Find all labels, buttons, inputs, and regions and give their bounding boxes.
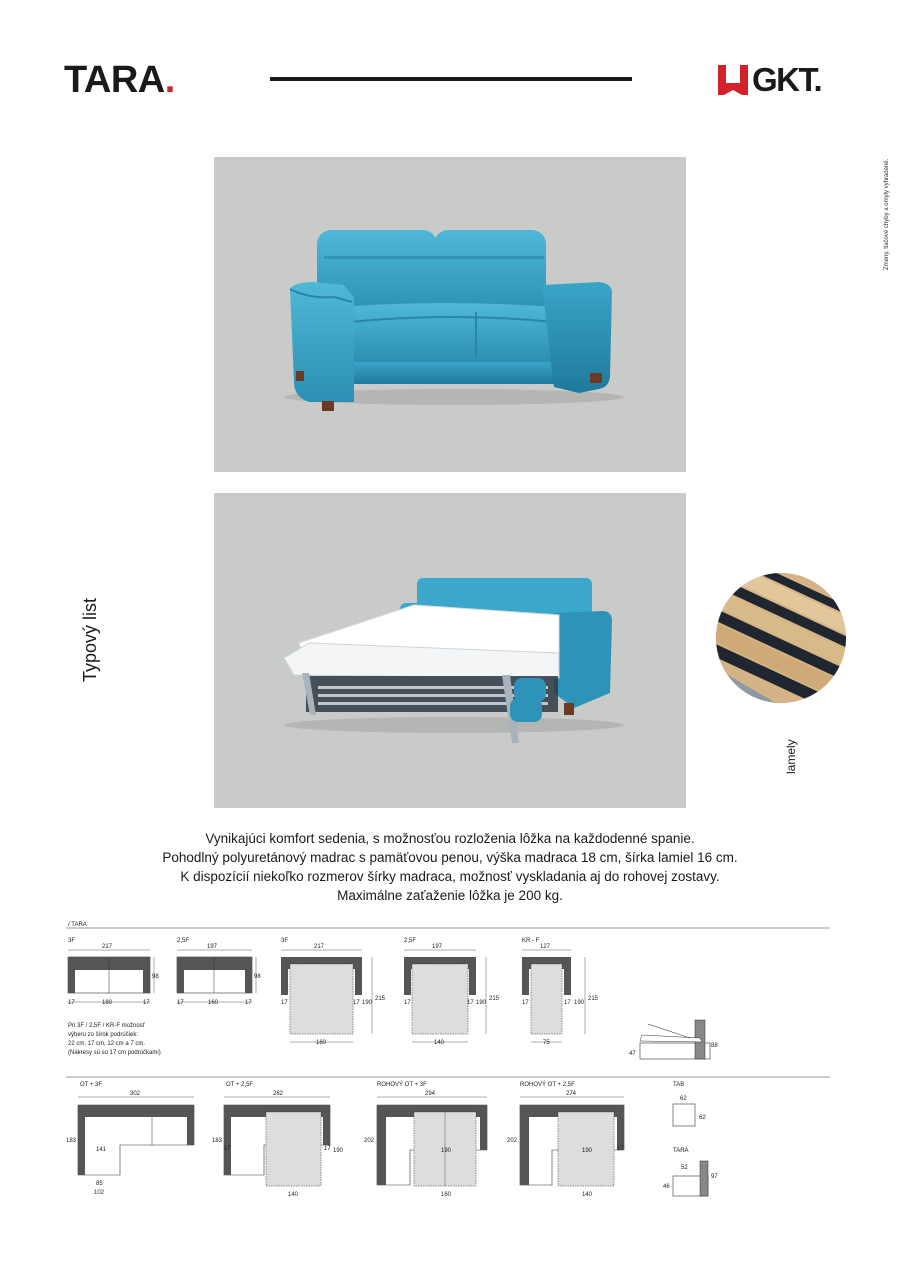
svg-text:17: 17 xyxy=(177,1000,184,1006)
svg-text:97: 97 xyxy=(711,1174,718,1180)
svg-text:17: 17 xyxy=(143,1000,150,1006)
description-line: K dispozícií niekoľko rozmerov šírky madraca, možnosť vyskladania aj do rohovej zostavy. xyxy=(180,869,720,884)
svg-text:215: 215 xyxy=(489,996,500,1002)
svg-text:88: 88 xyxy=(711,1043,718,1049)
svg-text:17: 17 xyxy=(68,1000,75,1006)
svg-text:197: 197 xyxy=(432,944,443,950)
svg-text:180: 180 xyxy=(102,1000,113,1006)
svg-text:202: 202 xyxy=(507,1138,518,1144)
sofa-bed-photo xyxy=(214,493,686,808)
svg-text:17: 17 xyxy=(324,1146,331,1152)
disclaimer: Zmeny, tlačové chyby a omyly vyhradené. xyxy=(884,158,890,270)
technical-drawings xyxy=(0,920,900,1272)
svg-text:190: 190 xyxy=(441,1148,452,1154)
svg-text:ROHOVÝ OT + 3F: ROHOVÝ OT + 3F xyxy=(377,1082,427,1088)
svg-text:202: 202 xyxy=(364,1138,375,1144)
svg-text:KR - F: KR - F xyxy=(522,938,540,944)
svg-text:62: 62 xyxy=(699,1115,706,1121)
svg-text:282: 282 xyxy=(273,1091,284,1097)
svg-text:98: 98 xyxy=(152,974,159,980)
slats-detail-photo xyxy=(716,573,846,703)
svg-text:140: 140 xyxy=(434,1040,445,1046)
product-title xyxy=(64,60,175,100)
svg-text:217: 217 xyxy=(102,944,113,950)
sofa-photo xyxy=(214,157,686,472)
drawing-ot-3f xyxy=(66,1082,194,1196)
svg-text:190: 190 xyxy=(574,1000,585,1006)
svg-text:215: 215 xyxy=(588,996,599,1002)
document-type-label: Typový list xyxy=(80,597,100,682)
svg-text:140: 140 xyxy=(582,1192,593,1198)
svg-text:TARA: TARA xyxy=(673,1148,689,1154)
drawing-25f-bed xyxy=(404,938,500,1046)
description-line: Vynikajúci komfort sedenia, s možnosťou rozloženia lôžka na každodenné spanie. xyxy=(205,831,695,846)
svg-text:46: 46 xyxy=(663,1184,670,1190)
svg-text:75: 75 xyxy=(543,1040,550,1046)
drawing-krf-bed xyxy=(522,938,599,1046)
svg-text:160: 160 xyxy=(316,1040,327,1046)
product-description xyxy=(100,829,800,905)
svg-text:190: 190 xyxy=(582,1148,593,1154)
drawing-side-profile xyxy=(629,1020,718,1059)
svg-text:17: 17 xyxy=(522,1000,529,1006)
svg-text:22 cm, 17 cm, 12 cm a 7 cm.: 22 cm, 17 cm, 12 cm a 7 cm. xyxy=(68,1041,146,1047)
svg-text:160: 160 xyxy=(208,1000,219,1006)
drawing-tab xyxy=(673,1082,706,1126)
svg-text:160: 160 xyxy=(441,1192,452,1198)
title-text: TARA xyxy=(64,59,165,101)
svg-text:217: 217 xyxy=(314,944,325,950)
drawing-25f-sofa xyxy=(177,938,261,1006)
svg-text:102: 102 xyxy=(94,1190,105,1196)
brand-logo xyxy=(716,63,750,99)
svg-text:ROHOVÝ OT + 2,5F: ROHOVÝ OT + 2,5F xyxy=(520,1082,575,1088)
svg-text:47: 47 xyxy=(629,1051,636,1057)
svg-text:OT + 3F: OT + 3F xyxy=(80,1082,103,1088)
description-line: Maximálne zaťaženie lôžka je 200 kg. xyxy=(337,888,563,903)
drawing-3f-sofa xyxy=(68,938,159,1006)
svg-text:TAB: TAB xyxy=(673,1082,685,1088)
svg-text:3F: 3F xyxy=(68,938,76,944)
header-rule xyxy=(270,77,632,81)
svg-text:17: 17 xyxy=(617,1146,624,1152)
logo-text: GKT. xyxy=(752,61,822,98)
svg-text:85: 85 xyxy=(96,1181,103,1187)
svg-text:215: 215 xyxy=(375,996,386,1002)
svg-text:183: 183 xyxy=(66,1138,77,1144)
svg-text:294: 294 xyxy=(425,1091,436,1097)
svg-text:2,5F: 2,5F xyxy=(177,938,190,944)
svg-text:197: 197 xyxy=(207,944,218,950)
svg-text:výberu zo šírok podrúčiek:: výberu zo šírok podrúčiek: xyxy=(68,1032,139,1038)
svg-text:(Nákresy sú so 17 cm podrúčkam: (Nákresy sú so 17 cm podrúčkami) xyxy=(68,1050,161,1056)
svg-text:190: 190 xyxy=(362,1000,373,1006)
svg-text:140: 140 xyxy=(288,1192,299,1198)
svg-text:17: 17 xyxy=(404,1000,411,1006)
svg-text:127: 127 xyxy=(540,944,551,950)
svg-text:302: 302 xyxy=(130,1091,141,1097)
svg-text:17: 17 xyxy=(467,1000,474,1006)
svg-text:17: 17 xyxy=(245,1000,252,1006)
drawing-corner-ot-25f xyxy=(507,1081,624,1198)
drawing-ot-25f xyxy=(212,1082,344,1198)
logo-mark-icon xyxy=(716,63,750,97)
svg-text:62: 62 xyxy=(680,1096,687,1102)
svg-text:52: 52 xyxy=(681,1165,688,1171)
svg-text:3F: 3F xyxy=(281,938,289,944)
svg-text:274: 274 xyxy=(566,1091,577,1097)
drawing-corner-ot-3f xyxy=(364,1081,487,1198)
svg-text:OT + 2,5F: OT + 2,5F xyxy=(226,1082,254,1088)
section-label: / TARA xyxy=(68,922,87,928)
svg-text:17: 17 xyxy=(353,1000,360,1006)
svg-text:17: 17 xyxy=(564,1000,571,1006)
svg-text:141: 141 xyxy=(96,1147,107,1153)
svg-text:17: 17 xyxy=(281,1000,288,1006)
svg-text:190: 190 xyxy=(476,1000,487,1006)
svg-text:190: 190 xyxy=(333,1148,344,1154)
svg-text:2,5F: 2,5F xyxy=(404,938,417,944)
armrest-note: Pri 3F / 2,5F / KR-F možnosť xyxy=(68,1023,145,1029)
drawing-3f-bed xyxy=(281,938,386,1046)
svg-text:17: 17 xyxy=(224,1146,231,1152)
slats-label: lamely xyxy=(784,739,798,774)
title-dot: . xyxy=(164,59,175,101)
description-line: Pohodlný polyuretánový madrac s pamäťovou penou, výška madraca 18 cm, šírka lamiel 16 cm. xyxy=(162,850,738,865)
drawing-tara-side xyxy=(663,1148,718,1196)
svg-text:183: 183 xyxy=(212,1138,223,1144)
svg-text:98: 98 xyxy=(254,974,261,980)
